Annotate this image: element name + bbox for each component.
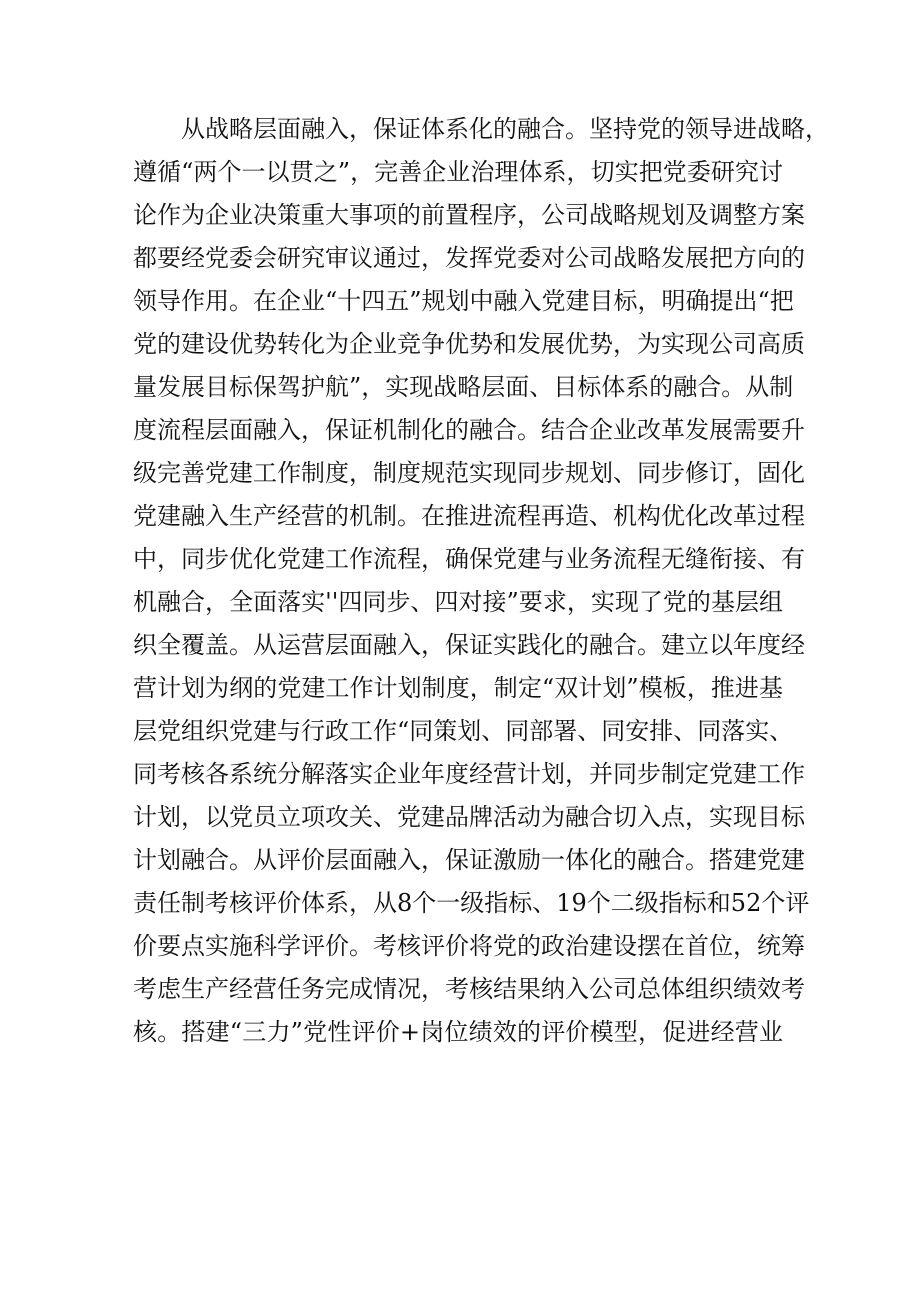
text-line: 计划，以党员立项攻关、党建品牌活动为融合切入点，实现目标 bbox=[133, 803, 805, 831]
text-line: 量发展目标保驾护航”，实现战略层面、目标体系的融合。从制 bbox=[133, 373, 794, 401]
text-line: 从战略层面融入，保证体系化的融合。坚持党的领导进战略， bbox=[181, 115, 829, 143]
text-line: 织全覆盖。从运营层面融入，保证实践化的融合。建立以年度经 bbox=[133, 631, 805, 659]
text-line: 核。搭建“三力”党性评价+岗位绩效的评价模型，促进经营业 bbox=[133, 1018, 783, 1046]
text-line: 党建融入生产经营的机制。在推进流程再造、机构优化改革过程 bbox=[133, 502, 805, 530]
text-line: 营计划为纲的党建工作计划制度，制定“双计划”模板，推进基 bbox=[133, 674, 783, 702]
body-paragraph bbox=[133, 108, 829, 1054]
text-line: 都要经党委会研究审议通过，发挥党委对公司战略发展把方向的 bbox=[133, 244, 805, 272]
text-line: 机融合，全面落实''四同步、四对接”要求，实现了党的基层组 bbox=[133, 588, 783, 616]
text-line: 论作为企业决策重大事项的前置程序，公司战略规划及调整方案 bbox=[133, 201, 805, 229]
text-line: 价要点实施科学评价。考核评价将党的政治建设摆在首位，统筹 bbox=[133, 932, 805, 960]
text-line: 考虑生产经营任务完成情况，考核结果纳入公司总体组织绩效考 bbox=[133, 975, 805, 1003]
text-line: 党的建设优势转化为企业竞争优势和发展优势，为实现公司高质 bbox=[133, 330, 805, 358]
text-line: 责任制考核评价体系，从8个一级指标、19个二级指标和52个评 bbox=[133, 889, 810, 917]
text-line: 计划融合。从评价层面融入，保证激励一体化的融合。搭建党建 bbox=[133, 846, 805, 874]
text-line: 领导作用。在企业“十四五”规划中融入党建目标，明确提出“把 bbox=[133, 287, 794, 315]
text-line: 遵循“两个一以贯之”，完善企业治理体系，切实把党委研究讨 bbox=[133, 158, 783, 186]
text-line: 度流程层面融入，保证机制化的融合。结合企业改革发展需要升 bbox=[133, 416, 805, 444]
text-line: 级完善党建工作制度，制度规范实现同步规划、同步修订，固化 bbox=[133, 459, 805, 487]
text-line: 同考核各系统分解落实企业年度经营计划，并同步制定党建工作 bbox=[133, 760, 805, 788]
text-line: 中，同步优化党建工作流程，确保党建与业务流程无缝衔接、有 bbox=[133, 545, 805, 573]
text-line: 层党组织党建与行政工作“同策划、同部署、同安排、同落实、 bbox=[133, 717, 794, 745]
